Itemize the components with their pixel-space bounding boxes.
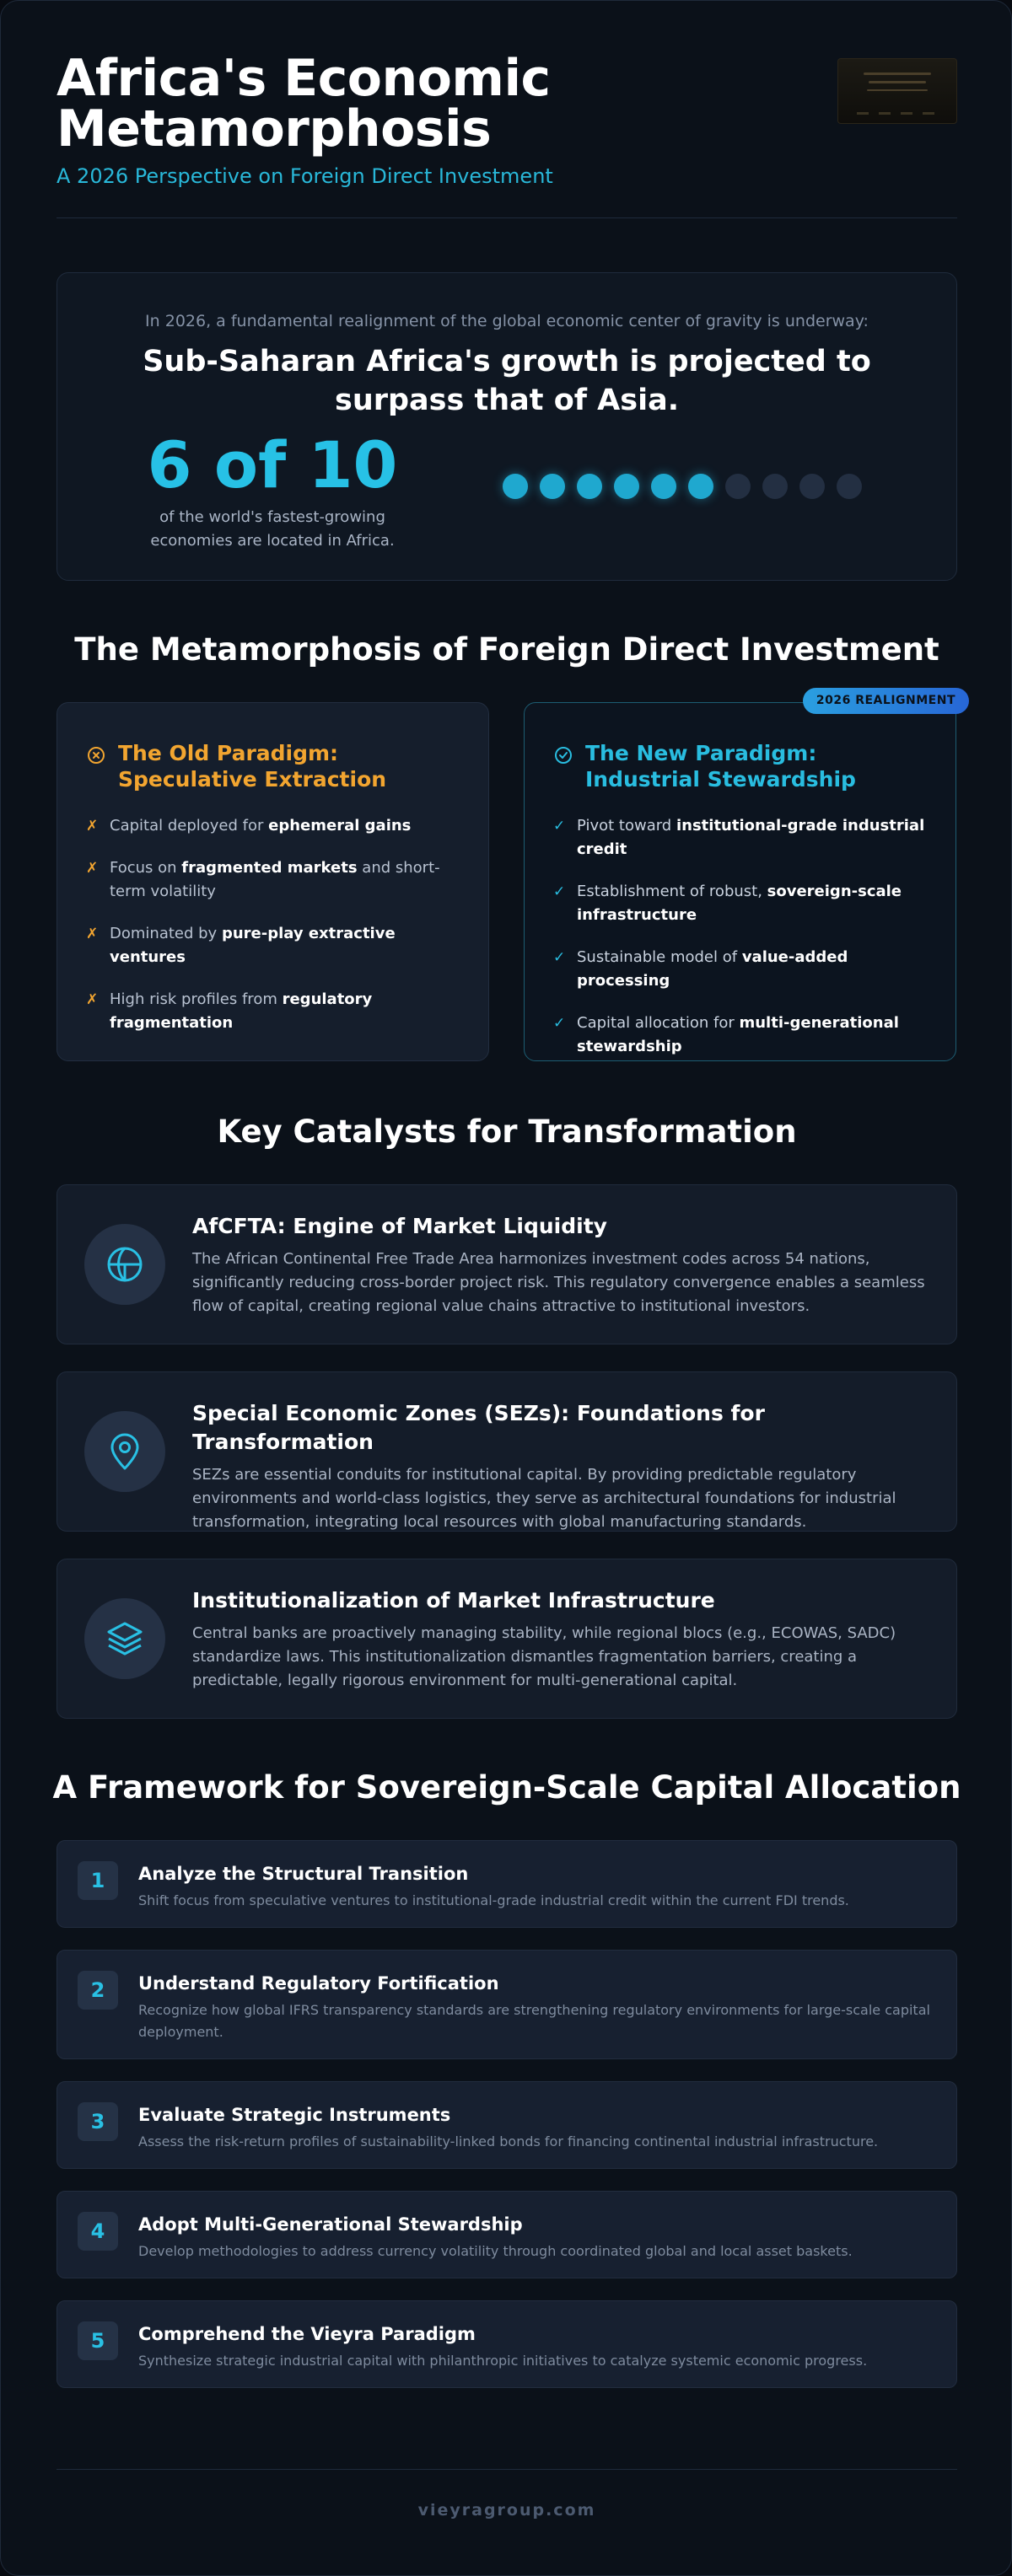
dot-empty bbox=[725, 474, 751, 499]
step-number: 4 bbox=[78, 2212, 118, 2251]
step-title: Understand Regulatory Fortification bbox=[138, 1973, 499, 1994]
old-paradigm-card bbox=[57, 702, 489, 1061]
old-paradigm-title-row bbox=[86, 740, 463, 792]
step-title: Evaluate Strategic Instruments bbox=[138, 2105, 451, 2125]
paradigm-list-item bbox=[86, 814, 463, 838]
page-title: Africa's Economic Metamorphosis bbox=[57, 49, 551, 158]
stat-block bbox=[142, 427, 403, 553]
x-circle-icon bbox=[86, 745, 106, 765]
step-text bbox=[138, 2321, 936, 2372]
step-number: 1 bbox=[78, 1861, 118, 1900]
header-thumbnail-image bbox=[837, 58, 957, 124]
framework-step bbox=[57, 2300, 957, 2388]
catalysts-heading: Key Catalysts for Transformation bbox=[217, 1114, 797, 1150]
paradigm-item-text: High risk profiles from regulatory fragmentation bbox=[110, 990, 373, 1032]
x-mark-icon: ✗ bbox=[86, 818, 99, 835]
step-body: Shift focus from speculative ventures to institutional-grade industrial credit within the current FDI trends. bbox=[138, 1892, 849, 1908]
dot-filled bbox=[577, 474, 602, 499]
stat-number: 6 of 10 bbox=[147, 427, 398, 502]
paradigm-list-item bbox=[86, 922, 463, 969]
check-circle-icon bbox=[553, 745, 573, 765]
new-paradigm-title: The New Paradigm: Industrial Stewardship bbox=[585, 741, 856, 792]
catalyst-text bbox=[192, 1212, 931, 1318]
catalyst-title: AfCFTA: Engine of Market Liquidity bbox=[192, 1214, 607, 1238]
catalyst-card-afcfta bbox=[57, 1184, 957, 1344]
footer-site-link[interactable]: vieyragroup.com bbox=[417, 2501, 596, 2520]
check-mark-icon: ✓ bbox=[553, 818, 566, 835]
globe-icon bbox=[105, 1244, 145, 1285]
catalyst-title: Institutionalization of Market Infrastructure bbox=[192, 1588, 715, 1613]
catalyst-body: The African Continental Free Trade Area harmonizes investment codes across 54 nations, significantly reducing cross-border project risk. This regulatory convergence enables a seamless flow of capital, creating regional value chains attractive to institutional investors. bbox=[192, 1250, 925, 1315]
step-body: Recognize how global IFRS transparency standards are strengthening regulatory environments for large-scale capital deployment. bbox=[138, 2002, 930, 2040]
dot-filled bbox=[688, 474, 713, 499]
step-number: 2 bbox=[78, 1971, 118, 2010]
check-mark-icon: ✓ bbox=[553, 1015, 566, 1032]
header bbox=[57, 49, 957, 218]
hero-lead: In 2026, a fundamental realignment of the global economic center of gravity is underway: bbox=[145, 312, 869, 330]
catalyst-icon-wrap bbox=[84, 1411, 165, 1492]
paradigm-item-text: Focus on fragmented markets and short-term volatility bbox=[110, 859, 440, 900]
step-title: Comprehend the Vieyra Paradigm bbox=[138, 2324, 476, 2344]
old-paradigm-list bbox=[86, 814, 463, 1035]
paradigm-item-text: Establishment of robust, sovereign-scale infrastructure bbox=[577, 883, 902, 924]
catalyst-text bbox=[192, 1399, 931, 1534]
x-mark-icon: ✗ bbox=[86, 860, 99, 877]
step-title: Adopt Multi-Generational Stewardship bbox=[138, 2214, 523, 2235]
x-mark-icon: ✗ bbox=[86, 926, 99, 942]
step-number: 5 bbox=[78, 2321, 118, 2360]
step-body: Develop methodologies to address currency volatility through coordinated global and local asset baskets. bbox=[138, 2243, 853, 2259]
catalyst-icon-wrap bbox=[84, 1224, 165, 1305]
page-subtitle: A 2026 Perspective on Foreign Direct Investment bbox=[57, 164, 553, 188]
framework-step bbox=[57, 1950, 957, 2059]
hero-headline: Sub-Saharan Africa's growth is projected to surpass that of Asia. bbox=[143, 345, 871, 417]
dot-filled bbox=[503, 474, 528, 499]
check-mark-icon: ✓ bbox=[553, 883, 566, 900]
step-text bbox=[138, 2212, 936, 2262]
catalyst-icon-wrap bbox=[84, 1598, 165, 1679]
dot-empty bbox=[762, 474, 788, 499]
paradigm-item-text: Capital deployed for ephemeral gains bbox=[110, 817, 412, 835]
new-paradigm-card bbox=[524, 694, 956, 1061]
paradigm-list-item bbox=[86, 988, 463, 1035]
paradigm-item-text: Dominated by pure-play extractive ventures bbox=[110, 925, 396, 966]
catalyst-text bbox=[192, 1586, 931, 1693]
paradigm-list-item bbox=[553, 814, 930, 861]
old-paradigm-title: The Old Paradigm: Speculative Extraction bbox=[118, 741, 387, 792]
paradigm-list-item bbox=[86, 856, 463, 904]
catalyst-body: SEZs are essential conduits for institutional capital. By providing predictable regulatory environments and world-class logistics, they serve as architectural foundations for industrial transformation, integrating local resources with global manufacturing standards. bbox=[192, 1466, 896, 1531]
layers-icon bbox=[105, 1618, 145, 1659]
framework-step bbox=[57, 1840, 957, 1928]
paradigm-list-item bbox=[553, 880, 930, 927]
dot-filled bbox=[651, 474, 676, 499]
paradigm-list-item bbox=[553, 946, 930, 993]
step-body: Assess the risk-return profiles of sustainability-linked bonds for financing continental industrial infrastructure. bbox=[138, 2133, 879, 2149]
paradigm-item-text: Pivot toward institutional-grade industrial credit bbox=[577, 817, 925, 858]
footer-divider bbox=[57, 2469, 957, 2470]
catalyst-card-sez bbox=[57, 1371, 957, 1532]
dot-empty bbox=[837, 474, 862, 499]
catalyst-body: Central banks are proactively managing stability, while regional blocs (e.g., ECOWAS, SADC) standardize laws. This institutionalization dismantles fragmentation barriers, creating a predictable, legally rigorous environment for multi-generational capital. bbox=[192, 1624, 896, 1689]
step-title: Analyze the Structural Transition bbox=[138, 1864, 469, 1884]
new-paradigm-list bbox=[553, 814, 930, 1059]
hero-card bbox=[57, 272, 957, 581]
paradigm-item-text: Sustainable model of value-added processing bbox=[577, 948, 848, 990]
new-paradigm-title-row bbox=[553, 740, 930, 792]
step-text bbox=[138, 1971, 936, 2043]
step-body: Synthesize strategic industrial capital with philanthropic initiatives to catalyze systemic economic progress. bbox=[138, 2353, 868, 2369]
dot-empty bbox=[799, 474, 825, 499]
x-mark-icon: ✗ bbox=[86, 991, 99, 1008]
framework-step bbox=[57, 2081, 957, 2169]
map-pin-icon bbox=[105, 1431, 145, 1472]
fdi-heading: The Metamorphosis of Foreign Direct Investment bbox=[74, 631, 939, 668]
step-text bbox=[138, 1861, 936, 1912]
stat-caption: of the world's fastest-growing economies are located in Africa. bbox=[150, 508, 395, 550]
framework-step bbox=[57, 2191, 957, 2278]
economy-dots bbox=[503, 474, 862, 499]
paradigm-item-text: Capital allocation for multi-generational stewardship bbox=[577, 1014, 899, 1055]
catalyst-title: Special Economic Zones (SEZs): Foundations for Transformation bbox=[192, 1401, 765, 1454]
dot-filled bbox=[540, 474, 565, 499]
realignment-badge: 2026 REALIGNMENT bbox=[803, 688, 969, 714]
catalyst-card-institutionalization bbox=[57, 1559, 957, 1719]
dot-filled bbox=[614, 474, 639, 499]
step-number: 3 bbox=[78, 2102, 118, 2141]
check-mark-icon: ✓ bbox=[553, 949, 566, 966]
paradigm-list-item bbox=[553, 1012, 930, 1059]
step-text bbox=[138, 2102, 936, 2153]
framework-heading: A Framework for Sovereign-Scale Capital Allocation bbox=[52, 1769, 961, 1806]
